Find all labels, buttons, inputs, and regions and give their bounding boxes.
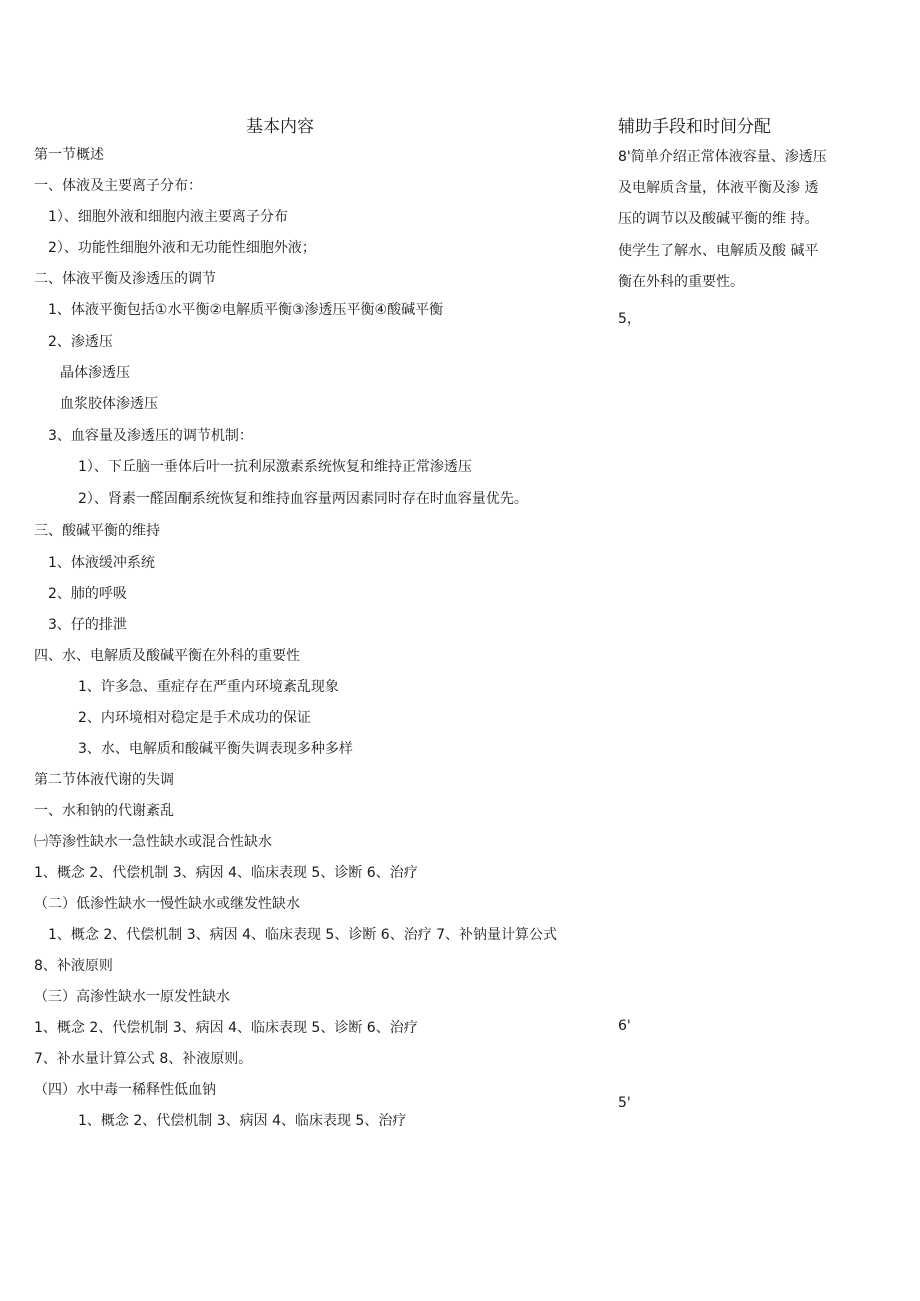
content-line: 8、补液原则 [34, 958, 113, 974]
subsection-heading: 一、水和钠的代谢紊乱 [34, 803, 174, 819]
content-line: （三）高渗性缺水一原发性缺水 [34, 989, 230, 1005]
content-line: 3、仔的排泄 [48, 617, 127, 633]
content-line: 3、水、电解质和酸碱平衡失调表现多种多样 [78, 741, 353, 757]
content-line: 2、内环境相对稳定是手术成功的保证 [78, 710, 311, 726]
content-line: 1）、细胞外液和细胞内液主要离子分布 [48, 209, 288, 225]
content-line: 2）、肾素一醛固酮系统恢复和维持血容量两因素同时存在时血容量优先。 [78, 491, 528, 507]
content-line: （二）低渗性缺水一慢性缺水或继发性缺水 [34, 896, 300, 912]
content-line: 1、概念 2、代偿机制 3、病因 4、临床表现 5、治疗 [78, 1113, 407, 1129]
time-allocation: 6' [618, 1018, 631, 1034]
content-line: 晶体渗透压 [60, 365, 130, 381]
section-title: 第一节概述 [34, 147, 104, 163]
content-line: 2、渗透压 [48, 334, 113, 350]
content-line: 1、许多急、重症存在严重内环境紊乱现象 [78, 679, 339, 695]
side-column-header: 辅助手段和时间分配 [618, 117, 771, 137]
side-note-line: 使学生了解水、电解质及酸 碱平 [618, 243, 819, 259]
content-line: 血浆胶体渗透压 [60, 396, 158, 412]
subsection-heading: 二、体液平衡及渗透压的调节 [34, 271, 216, 287]
side-note-line: 及电解质含量，体液平衡及渗 透 [618, 180, 819, 196]
time-allocation: 5' [618, 1095, 631, 1111]
content-line: 1）、下丘脑一垂体后叶一抗利尿激素系统恢复和维持正常渗透压 [78, 459, 472, 475]
content-line: 1、概念 2、代偿机制 3、病因 4、临床表现 5、诊断 6、治疗 [34, 865, 418, 881]
content-line: 1、体液缓冲系统 [48, 555, 155, 571]
section-title: 第二节体液代谢的失调 [34, 772, 174, 788]
content-line: 1、概念 2、代偿机制 3、病因 4、临床表现 5、诊断 6、治疗 7、补钠量计算公式 [48, 927, 558, 943]
side-note-line: 衡在外科的重要性。 [618, 274, 744, 290]
time-allocation: 5， [618, 311, 641, 327]
subsection-heading: 四、水、电解质及酸碱平衡在外科的重要性 [34, 648, 300, 664]
content-line: 1、概念 2、代偿机制 3、病因 4、临床表现 5、诊断 6、治疗 [34, 1020, 418, 1036]
side-note-line: 8'简单介绍正常体液容量、渗透压 [618, 149, 827, 165]
side-note-line: 压的调节以及酸碱平衡的维 持。 [618, 211, 819, 227]
content-line: 1、体液平衡包括①水平衡②电解质平衡③渗透压平衡④酸碱平衡 [48, 302, 444, 318]
subsection-heading: 三、酸碱平衡的维持 [34, 523, 160, 539]
subsection-heading: 一、体液及主要离子分布： [34, 178, 202, 194]
content-line: ㈠等渗性缺水一急性缺水或混合性缺水 [34, 834, 272, 850]
content-line: 2）、功能性细胞外液和无功能性细胞外液； [48, 240, 316, 256]
content-line: 7、补水量计算公式 8、补液原则。 [34, 1051, 253, 1067]
content-line: 3、血容量及渗透压的调节机制： [48, 428, 253, 444]
main-column-header: 基本内容 [246, 117, 314, 137]
content-line: （四）水中毒一稀释性低血钠 [34, 1082, 216, 1098]
content-line: 2、肺的呼吸 [48, 586, 127, 602]
